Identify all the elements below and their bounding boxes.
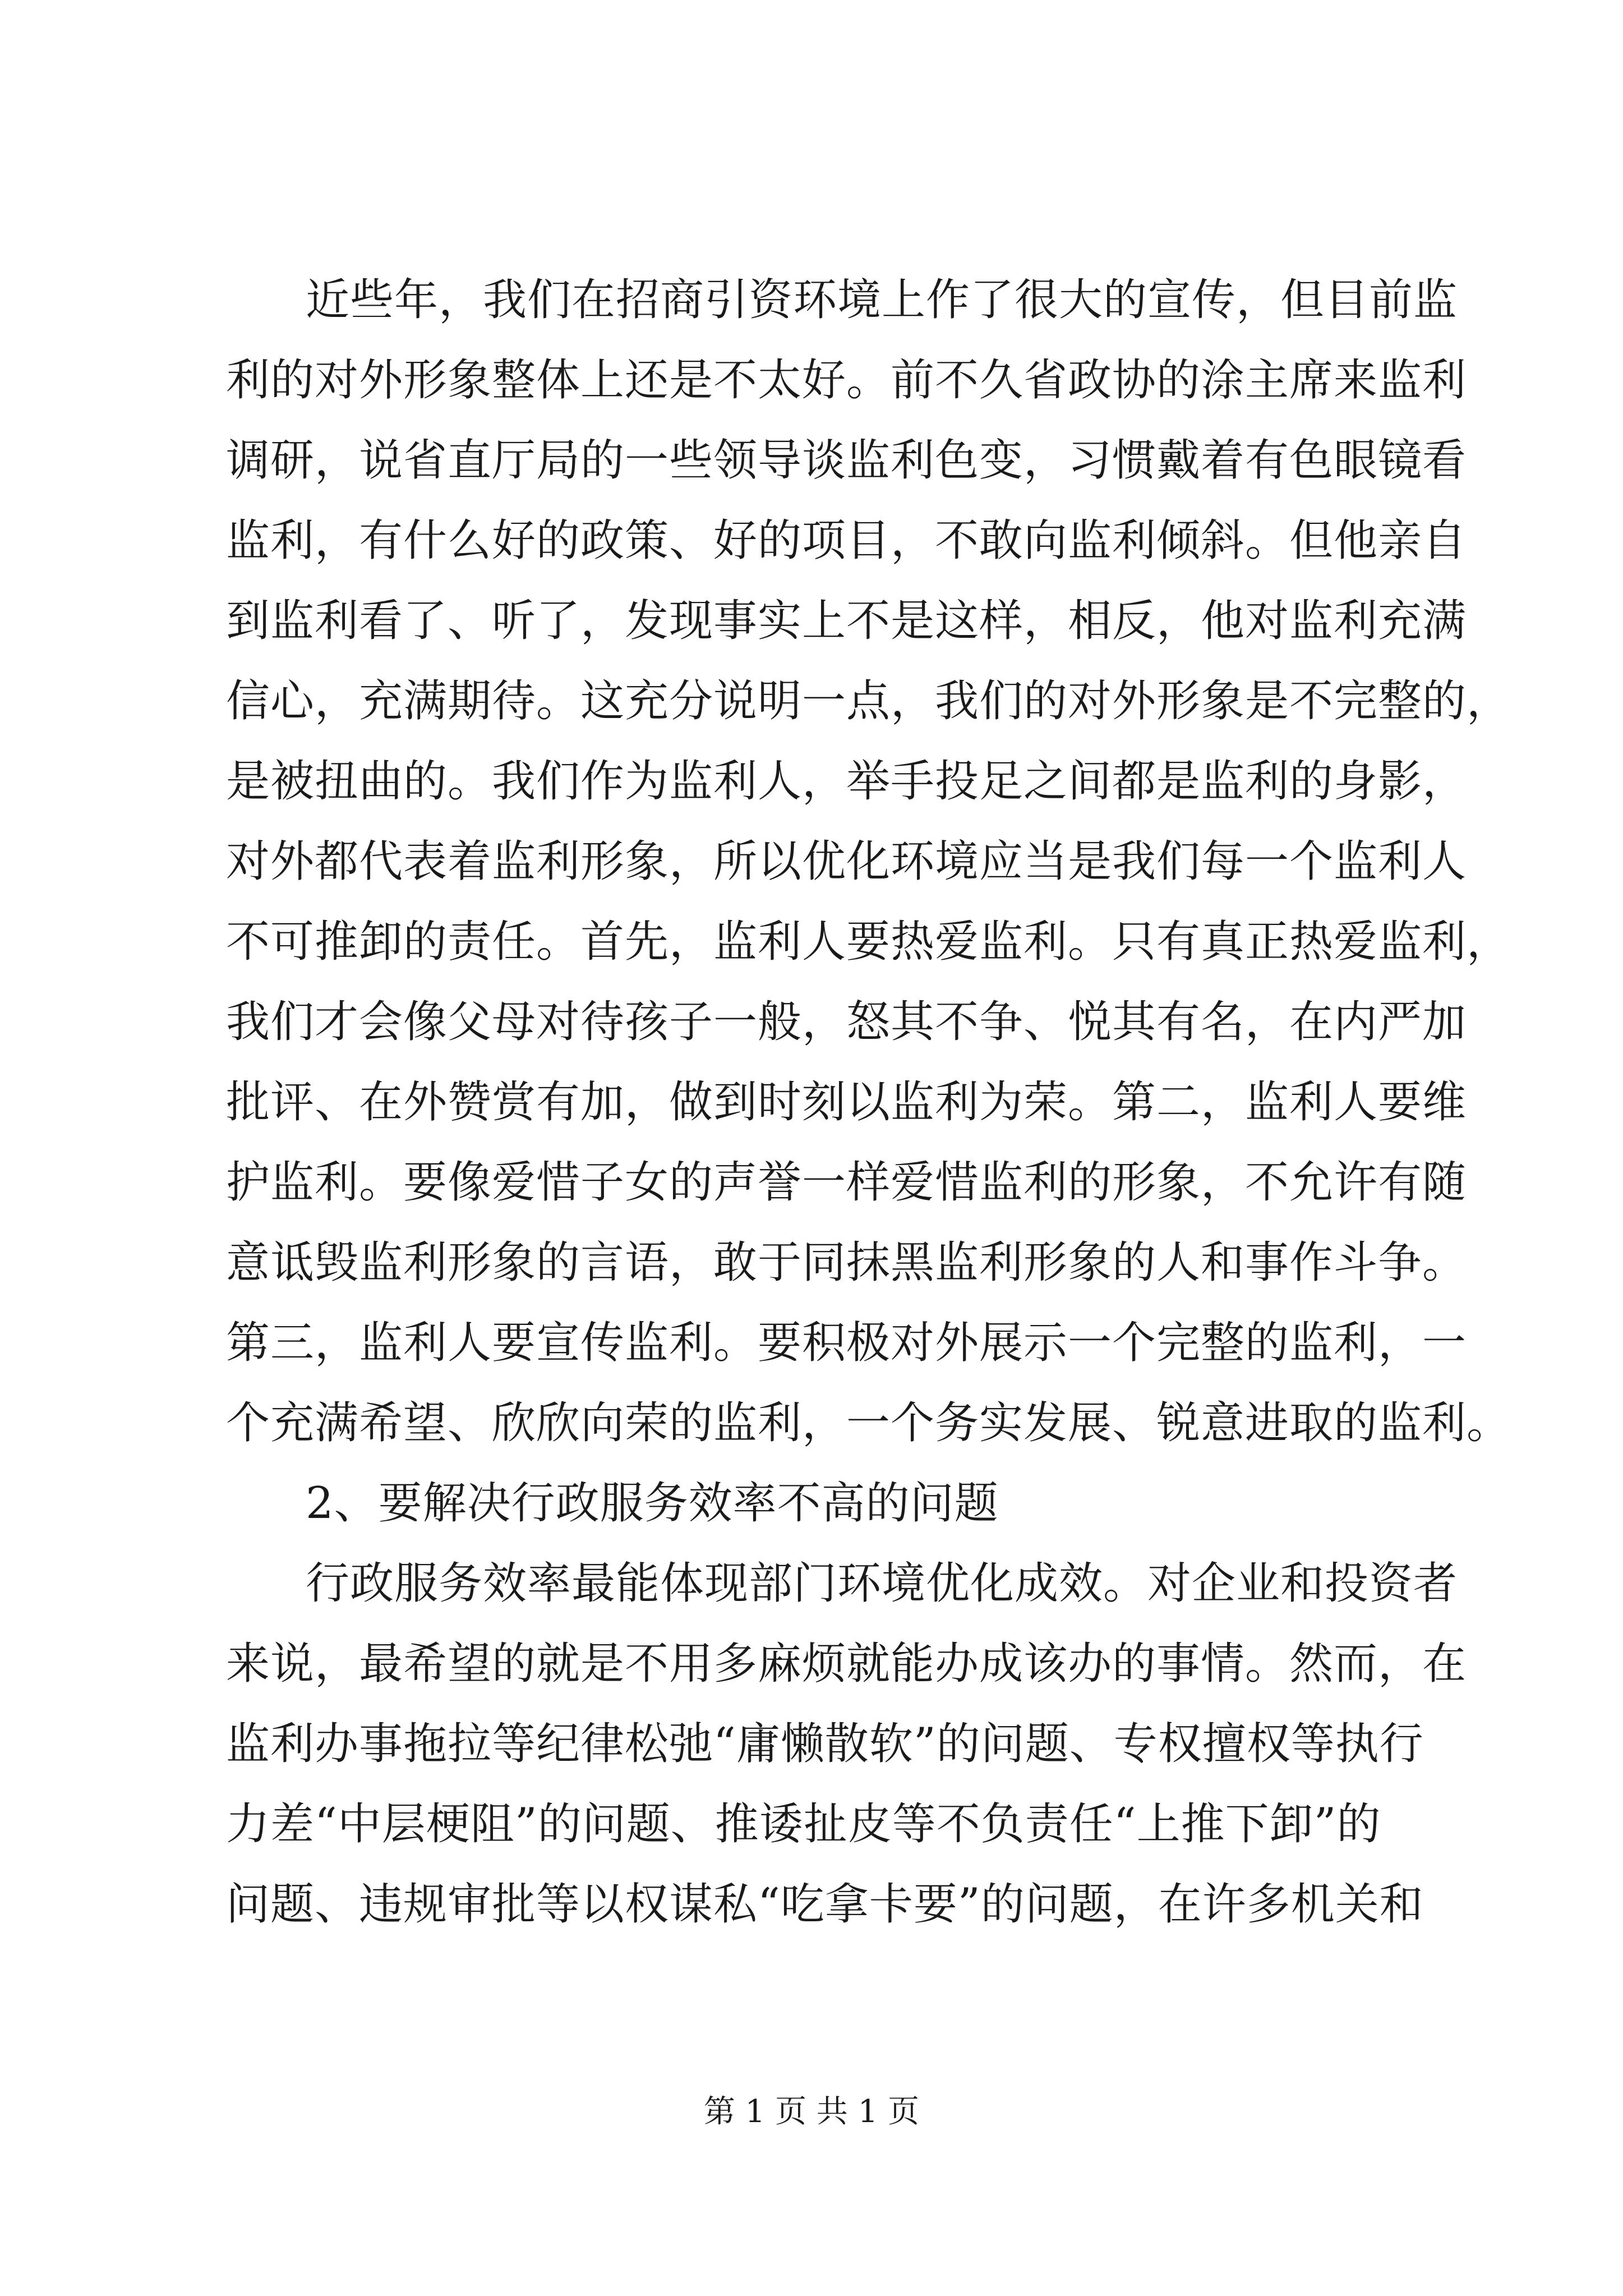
paragraph-line: 监利办事拖拉等纪律松弛“庸懒散软”的问题、专权擅权等执行: [226, 1719, 1424, 1769]
page-number-footer: 第 1 页 共 1 页: [703, 2093, 920, 2130]
paragraph-line: 是被扭曲的。我们作为监利人，举手投足之间都是监利的身影，: [226, 756, 1467, 807]
paragraph-line: 调研，说省直厅局的一些领导谈监利色变，习惯戴着有色眼镜看: [226, 435, 1467, 486]
paragraph-line: 监利，有什么好的政策、好的项目，不敢向监利倾斜。但他亲自: [226, 516, 1467, 566]
paragraph-line: 对外都代表着监利形象，所以优化环境应当是我们每一个监利人: [226, 836, 1467, 887]
paragraph-line: 力差“中层梗阻”的问题、推诿扯皮等不负责任“上推下卸”的: [226, 1799, 1381, 1849]
paragraph-line: 近些年，我们在招商引资环境上作了很大的宣传，但目前监: [306, 275, 1458, 325]
paragraph-line: 批评、在外赞赏有加，做到时刻以监利为荣。第二，监利人要维: [226, 1077, 1467, 1128]
paragraph-line: 我们才会像父母对待孩子一般，怒其不争、悦其有名，在内严加: [226, 997, 1467, 1047]
paragraph-line: 护监利。要像爱惜子女的声誉一样爱惜监利的形象，不允许有随: [226, 1157, 1467, 1208]
paragraph-line: 行政服务效率最能体现部门环境优化成效。对企业和投资者: [306, 1558, 1458, 1609]
paragraph-line: 意诋毁监利形象的言语，敢于同抹黑监利形象的人和事作斗争。: [226, 1237, 1467, 1288]
paragraph-line: 问题、违规审批等以权谋私“吃拿卡要”的问题，在许多机关和: [226, 1879, 1424, 1930]
paragraph-line: 信心，充满期待。这充分说明一点，我们的对外形象是不完整的，: [226, 676, 1511, 726]
paragraph-line: 个充满希望、欣欣向荣的监利，一个务实发展、锐意进取的监利。: [226, 1398, 1511, 1448]
section-heading: 2、要解决行政服务效率不高的问题: [306, 1478, 999, 1529]
paragraph-line: 来说，最希望的就是不用多麻烦就能办成该办的事情。然而，在: [226, 1639, 1467, 1689]
paragraph-line: 第三，监利人要宣传监利。要积极对外展示一个完整的监利，一: [226, 1318, 1467, 1368]
paragraph-line: 到监利看了、听了，发现事实上不是这样，相反，他对监利充满: [226, 596, 1467, 646]
paragraph-line: 利的对外形象整体上还是不太好。前不久省政协的涂主席来监利: [226, 355, 1467, 406]
paragraph-line: 不可推卸的责任。首先，监利人要热爱监利。只有真正热爱监利，: [226, 917, 1511, 967]
